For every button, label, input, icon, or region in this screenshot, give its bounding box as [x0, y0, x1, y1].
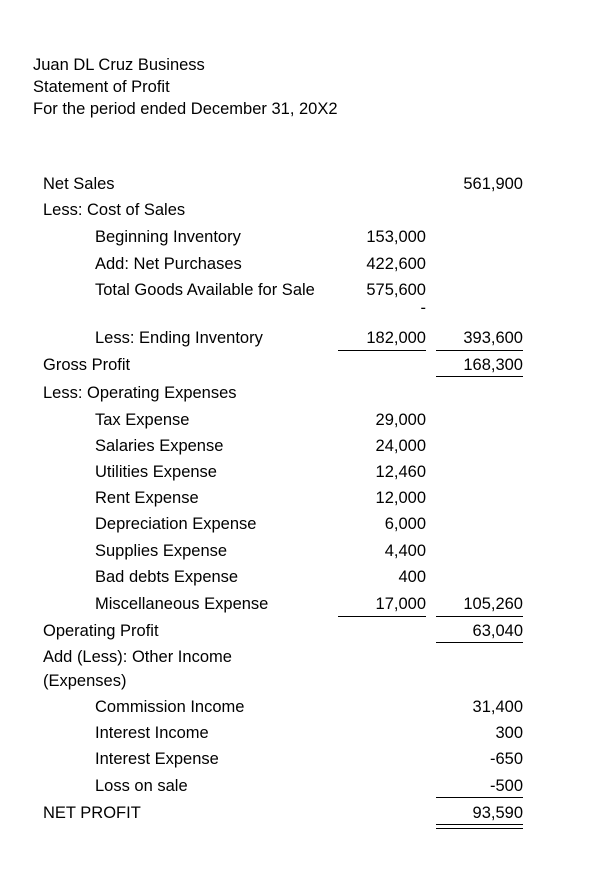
expense-amount: 17,000	[375, 595, 426, 613]
operating-expenses-label: Less: Operating Expenses	[43, 384, 237, 402]
net-profit-row	[0, 800, 601, 826]
cost-of-sales-label: Less: Cost of Sales	[43, 201, 186, 219]
expense-label: Salaries Expense	[95, 437, 224, 455]
beginning-inventory-amount: 153,000	[366, 228, 426, 246]
other-income-item-amount: 300	[495, 724, 523, 742]
expense-label: Utilities Expense	[95, 463, 217, 481]
expense-amount: 29,000	[375, 411, 426, 429]
operating-expenses-underline	[436, 616, 523, 617]
net-sales-row	[0, 171, 601, 197]
other-income-label-2: (Expenses)	[43, 672, 127, 690]
other-income-label: Add (Less): Other Income	[43, 648, 232, 666]
ending-inventory-amount: 182,000	[366, 329, 426, 347]
expense-row	[0, 511, 601, 537]
expense-label: Rent Expense	[95, 489, 199, 507]
cost-of-sales-row	[0, 197, 601, 223]
expense-amount: 24,000	[375, 437, 426, 455]
statement-period: For the period ended December 31, 20X2	[33, 100, 338, 118]
other-income-item-label: Commission Income	[95, 698, 245, 716]
gross-profit-amount: 168,300	[463, 356, 523, 374]
expense-amount: 4,400	[384, 542, 426, 560]
other-income-underline	[436, 797, 523, 798]
operating-expenses-row	[0, 380, 601, 406]
goods-available-label: Total Goods Available for Sale	[95, 281, 315, 299]
net-purchases-amount: 422,600	[366, 255, 426, 273]
expense-label: Supplies Expense	[95, 542, 228, 560]
expense-amount: 12,000	[375, 489, 426, 507]
other-income-item-label: Loss on sale	[95, 777, 188, 795]
other-income-item-amount: -500	[489, 777, 523, 795]
expense-amount: 400	[398, 568, 426, 586]
operating-profit-row	[0, 618, 601, 644]
beginning-inventory-label: Beginning Inventory	[95, 228, 241, 246]
expense-row	[0, 407, 601, 433]
statement-header	[33, 54, 338, 120]
goods-available-row	[0, 277, 601, 303]
expense-label: Tax Expense	[95, 411, 190, 429]
expense-row	[0, 433, 601, 459]
misc-expense-underline	[338, 616, 426, 617]
operating-profit-underline	[436, 642, 523, 643]
expense-amount: 6,000	[384, 515, 426, 533]
other-income-item-label: Interest Expense	[95, 750, 219, 768]
cost-of-sales-underline	[436, 350, 523, 351]
other-income-item-row	[0, 746, 601, 772]
expense-label: Bad debts Expense	[95, 568, 239, 586]
other-income-item-row	[0, 694, 601, 720]
operating-profit-amount: 63,040	[472, 622, 523, 640]
expense-row	[0, 459, 601, 485]
other-income-item-label: Interest Income	[95, 724, 209, 742]
expense-row	[0, 564, 601, 590]
gross-profit-label: Gross Profit	[43, 356, 131, 374]
goods-available-amount: 575,600	[366, 281, 426, 299]
other-income-row-2	[0, 668, 601, 694]
expense-row	[0, 538, 601, 564]
ending-inventory-row	[0, 325, 601, 351]
business-name: Juan DL Cruz Business	[33, 56, 205, 74]
expense-row	[0, 485, 601, 511]
net-sales-amount: 561,900	[463, 175, 523, 193]
other-income-item-amount: 31,400	[472, 698, 523, 716]
other-income-item-row	[0, 773, 601, 799]
net-profit-label: NET PROFIT	[43, 804, 141, 822]
gross-profit-row	[0, 352, 601, 378]
other-income-row	[0, 644, 601, 670]
expense-row	[0, 591, 601, 617]
operating-profit-label: Operating Profit	[43, 622, 159, 640]
net-sales-label: Net Sales	[43, 175, 115, 193]
operating-expenses-total: 105,260	[463, 595, 523, 613]
expense-label: Miscellaneous Expense	[95, 595, 269, 613]
net-profit-amount: 93,590	[472, 804, 523, 822]
beginning-inventory-row	[0, 224, 601, 250]
gross-profit-underline	[436, 376, 523, 377]
net-purchases-label: Add: Net Purchases	[95, 255, 242, 273]
net-profit-double-underline	[436, 824, 523, 829]
net-purchases-row	[0, 251, 601, 277]
other-income-item-amount: -650	[489, 750, 523, 768]
dash-mark: -	[420, 299, 426, 317]
expense-amount: 12,460	[375, 463, 426, 481]
statement-title: Statement of Profit	[33, 78, 170, 96]
other-income-item-row	[0, 720, 601, 746]
expense-label: Depreciation Expense	[95, 515, 257, 533]
ending-inventory-label: Less: Ending Inventory	[95, 329, 263, 347]
cost-of-sales-total: 393,600	[463, 329, 523, 347]
ending-inventory-underline	[338, 350, 426, 351]
